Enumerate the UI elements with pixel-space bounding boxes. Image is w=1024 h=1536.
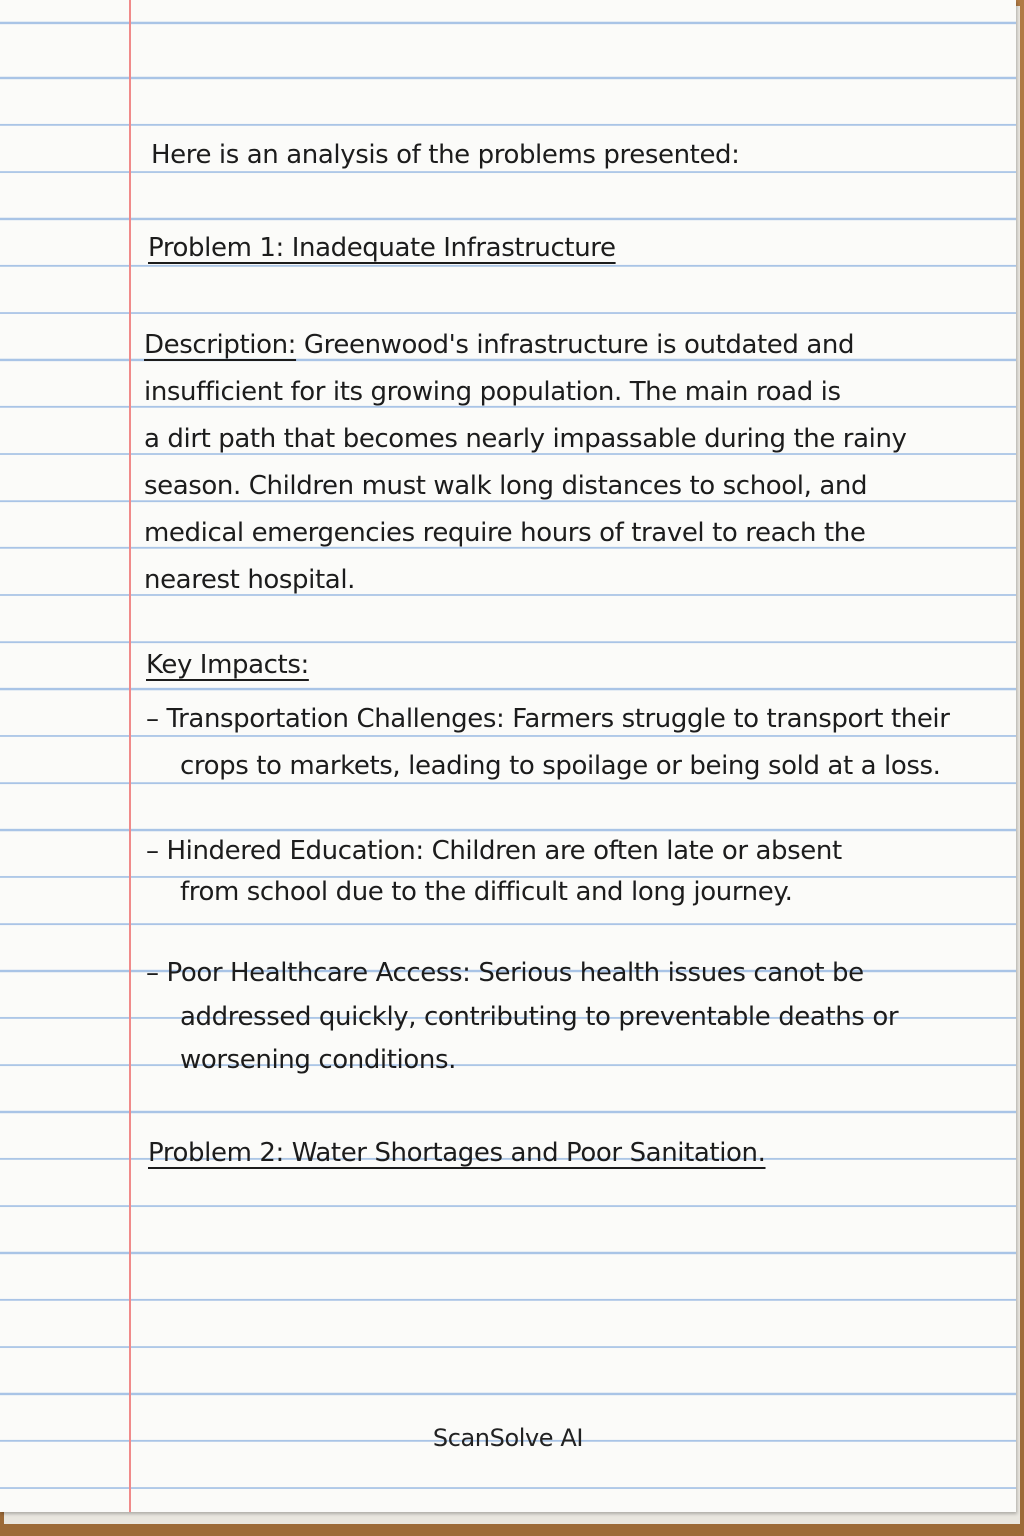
description-line-2: insufficient for its growing population. The main road is — [144, 377, 841, 407]
impact-1-line-2: crops to markets, leading to spoilage or being sold at a loss. — [180, 751, 941, 781]
description-line-5: medical emergencies require hours of travel to reach the — [144, 518, 866, 548]
impact-1-line-1: – Transportation Challenges: Farmers struggle to transport their — [146, 704, 950, 734]
impact-2-line-1: – Hindered Education: Children are often late or absent — [146, 836, 842, 866]
impact-3-line-2: addressed quickly, contributing to preventable deaths or — [180, 1002, 899, 1032]
problem-1-heading: Problem 1: Inadequate Infrastructure — [148, 233, 616, 263]
impact-2-line-2: from school due to the difficult and long journey. — [180, 877, 793, 907]
impact-3-line-3: worsening conditions. — [180, 1045, 456, 1075]
problem-2-heading: Problem 2: Water Shortages and Poor Sanitation. — [148, 1138, 766, 1168]
impact-3-line-1: – Poor Healthcare Access: Serious health issues canot be — [146, 958, 864, 988]
description-line-4: season. Children must walk long distances to school, and — [144, 471, 868, 501]
footer-brand: ScanSolve AI — [432, 1424, 584, 1452]
description-line-6: nearest hospital. — [144, 565, 356, 595]
description-line-3: a dirt path that becomes nearly impassable during the rainy — [144, 424, 907, 454]
intro-text: Here is an analysis of the problems presented: — [151, 140, 740, 170]
description-label: Description: — [144, 330, 297, 360]
description-text-1: Greenwood's infrastructure is outdated and — [296, 330, 855, 360]
key-impacts-heading: Key Impacts: — [146, 650, 309, 680]
margin-line — [129, 0, 131, 1512]
description-line-1 — [144, 330, 854, 360]
